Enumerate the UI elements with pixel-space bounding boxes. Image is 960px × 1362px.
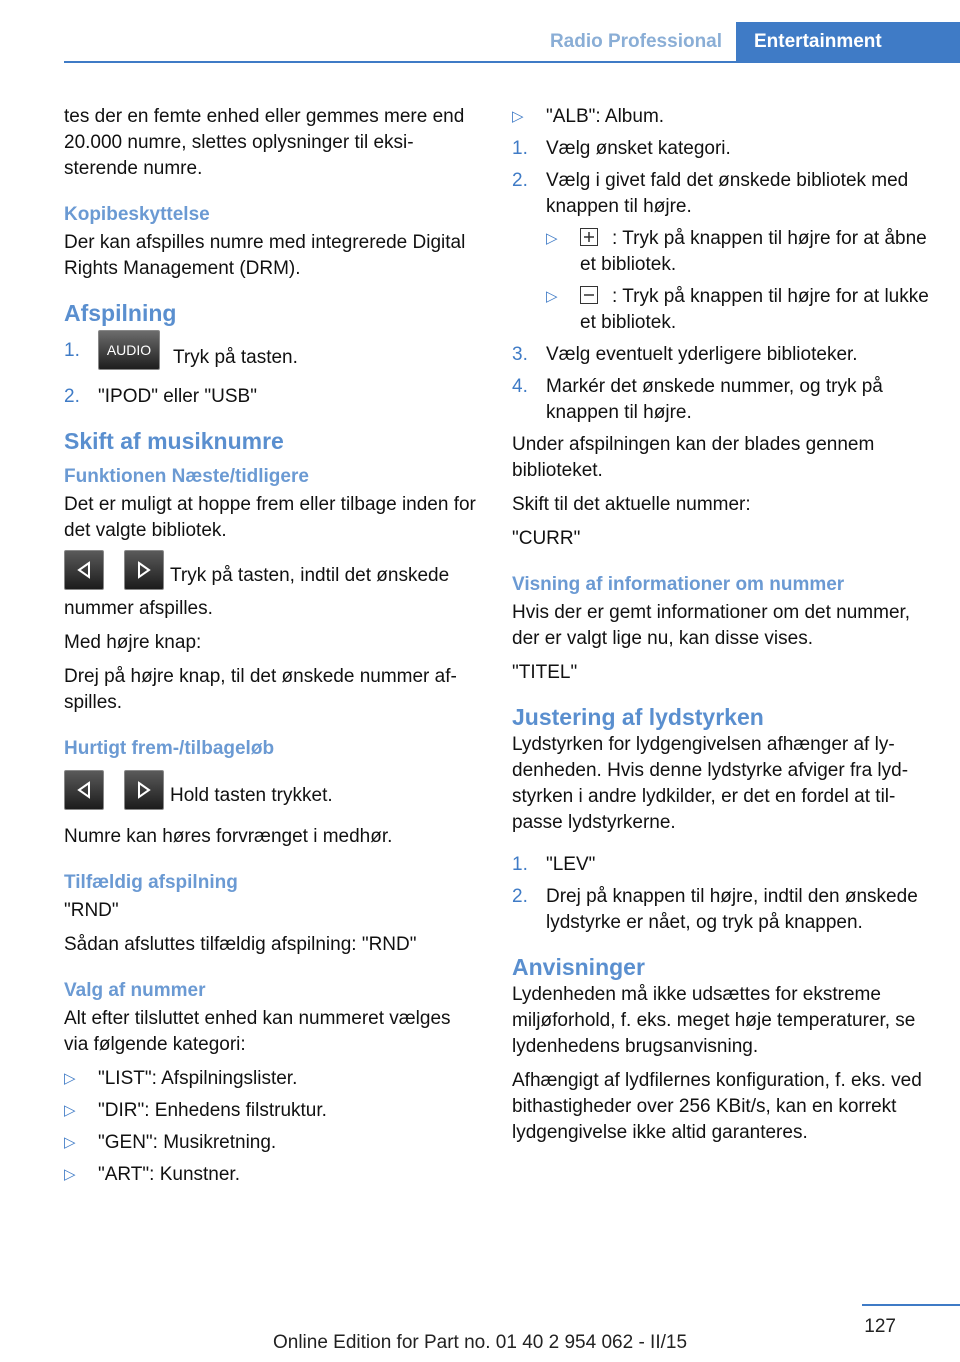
previous-track-icon bbox=[64, 550, 104, 590]
right-knob-text: Drej på højre knap, til det ønskede nummer afspilles. bbox=[64, 666, 457, 713]
play-heading: Afspilning bbox=[64, 300, 177, 326]
step-number: 2. bbox=[64, 386, 80, 407]
step-item: 1. Vælg ønsket kategori. bbox=[512, 138, 731, 159]
header-rule bbox=[64, 61, 960, 63]
right-knob-label: Med højre knap: bbox=[64, 632, 202, 653]
triangle-bullet-icon: ▷ bbox=[64, 1134, 76, 1151]
list-item: ▷ "ALB": Album. bbox=[512, 104, 932, 130]
info-text: Hvis der er gemt informationer om det nummer, der er valgt lige nu, kan disse vises. bbox=[512, 602, 911, 649]
rnd-heading: Tilfældig afspilning bbox=[64, 872, 238, 893]
rewind-icon bbox=[64, 770, 104, 810]
step-item: 4. Markér det ønskede nummer, og tryk på knappen til højre. bbox=[512, 376, 883, 423]
left-column bbox=[64, 104, 476, 1194]
step-item: 3. Vælg eventuelt yderligere biblioteker. bbox=[512, 344, 858, 365]
list-item: ▷ "LIST": Afspilningslister. bbox=[64, 1066, 476, 1092]
sel-heading: Valg af nummer bbox=[64, 980, 206, 1001]
next-text: Det er muligt at hoppe frem eller tilbage inden for det valgte bibliotek. bbox=[64, 494, 476, 541]
current-label: Skift til det aktuelle nummer: bbox=[512, 494, 751, 515]
play-step-2 bbox=[64, 384, 476, 410]
step-item: 2. Drej på knappen til højre, indtil den ønskede lydstyrke er nået, og tryk på knappen. bbox=[512, 886, 918, 933]
ff-note: Numre kan høres forvrænget i medhør. bbox=[64, 826, 393, 847]
fast-forward-icon bbox=[124, 770, 164, 810]
triangle-bullet-icon: ▷ bbox=[64, 1070, 76, 1087]
triangle-bullet-icon: ▷ bbox=[546, 288, 558, 305]
step-item: 1. "LEV" bbox=[512, 854, 596, 875]
notes-text-2: Afhængigt af lydfilernes konfiguration, f. eks. ved bithastigheder over 256 KBit/s, kan en korrekt lydgengivelse ikke altid garanteres. bbox=[512, 1070, 922, 1143]
next-track-icon bbox=[124, 550, 164, 590]
next-heading: Funktionen Næste/tidligere bbox=[64, 466, 309, 487]
browse-text: Under afspilningen kan der blades gennem biblioteket. bbox=[512, 434, 875, 481]
right-column bbox=[512, 104, 932, 1154]
minus-box-icon bbox=[580, 286, 598, 304]
plus-box-icon bbox=[580, 228, 598, 246]
edition-footer: Online Edition for Part no. 01 40 2 954 062 - II/15 bbox=[272, 1332, 688, 1353]
list-item: ▷ "GEN": Musikretning. bbox=[64, 1130, 476, 1156]
triangle-bullet-icon: ▷ bbox=[64, 1102, 76, 1119]
vol-heading: Justering af lydstyrken bbox=[512, 704, 764, 730]
list-item: ▷ "DIR": Enhedens filstruktur. bbox=[64, 1098, 476, 1124]
notes-heading: Anvisninger bbox=[512, 954, 645, 980]
triangle-bullet-icon: ▷ bbox=[512, 108, 524, 125]
notes-text-1: Lydenheden må ikke udsættes for ekstreme miljøforhold, f. eks. meget høje temperaturer, se lydenhedens brugsanvisning. bbox=[512, 984, 916, 1057]
copy-text: Der kan afspilles numre med integrerede Digital Rights Management (DRM). bbox=[64, 232, 466, 279]
sub-list-item: ▷ : Tryk på knappen til højre for at lukke et bibliotek. bbox=[546, 284, 932, 336]
rnd-exit: Sådan afsluttes tilfældig afspilning: "RND" bbox=[64, 934, 417, 955]
list-item: ▷ "ART": Kunstner. bbox=[64, 1162, 476, 1188]
footer-rule bbox=[862, 1304, 960, 1306]
audio-button-icon: AUDIO bbox=[98, 330, 160, 370]
ff-press-text: Hold tasten trykket. bbox=[170, 785, 333, 807]
play-step-1 bbox=[64, 338, 476, 378]
chapter-tab: Entertainment bbox=[736, 22, 960, 62]
info-code: "TITEL" bbox=[512, 662, 578, 683]
page-number: 127 bbox=[864, 1316, 896, 1337]
rnd-code: "RND" bbox=[64, 900, 119, 921]
intro-text: tes der en femte enhed eller gemmes mere end 20.000 numre, slettes oplysninger til eksisterende numre. bbox=[64, 106, 465, 179]
play-step-1-text: Tryk på tasten. bbox=[172, 347, 298, 369]
current-code: "CURR" bbox=[512, 528, 581, 549]
triangle-bullet-icon: ▷ bbox=[546, 230, 558, 247]
info-heading: Visning af informationer om nummer bbox=[512, 574, 845, 595]
header-tabs bbox=[536, 22, 960, 62]
sub-list-item: ▷ : Tryk på knappen til højre for at åbne et bibliotek. bbox=[546, 226, 932, 278]
play-step-2-text: "IPOD" eller "USB" bbox=[98, 386, 257, 407]
sel-text: Alt efter tilsluttet enhed kan nummeret vælges via følgende kategori: bbox=[64, 1008, 451, 1055]
step-number: 1. bbox=[64, 340, 80, 361]
triangle-bullet-icon: ▷ bbox=[64, 1166, 76, 1183]
ff-heading: Hurtigt frem-/tilbageløb bbox=[64, 738, 275, 759]
copy-heading: Kopibeskyttelse bbox=[64, 204, 210, 225]
step-item: 2. Vælg i givet fald det ønskede bibliotek med knappen til højre. bbox=[512, 170, 909, 217]
skip-heading: Skift af musiknumre bbox=[64, 428, 284, 454]
next-press-text: Tryk på tasten, indtil det ønskede nummer afspilles. bbox=[64, 565, 450, 619]
vol-text: Lydstyrken for lydgengivelsen afhænger af lydenheden. Hvis denne lydstyrke afviger fra lydstyrken i andre lydkilder, er det en fordel at tilpasse lydstyrkerne. bbox=[512, 734, 909, 833]
section-tab: Radio Professional bbox=[536, 22, 736, 62]
